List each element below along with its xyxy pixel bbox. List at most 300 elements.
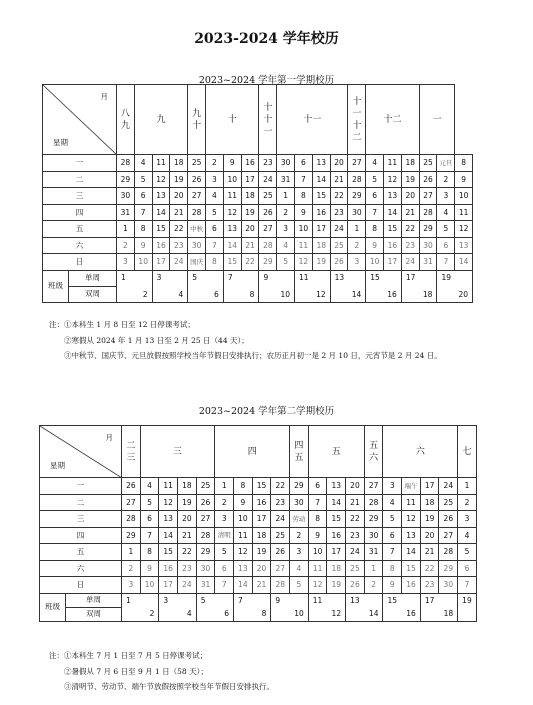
month-header-0: 八 九 <box>117 85 135 155</box>
date-cell: 12 <box>455 221 473 238</box>
month-header-1: 三 <box>140 426 215 478</box>
date-cell: 21 <box>170 204 188 221</box>
date-cell: 9 <box>308 527 327 544</box>
date-cell: 18 <box>178 478 197 495</box>
date-cell: 15 <box>327 511 346 528</box>
date-cell: 4 <box>134 155 152 172</box>
date-cell: 5 <box>458 544 477 561</box>
date-cell: 3 <box>215 511 234 528</box>
single-week-number: 13 <box>350 595 360 605</box>
week-number-cell <box>420 593 457 621</box>
note-line: ③中秋节、国庆节、元旦放假按照学校当年节假日安排执行；农历正月初一是 2 月 10 日，元宵节是 2 月 24 日。 <box>64 351 442 360</box>
day-row <box>43 188 473 205</box>
date-cell: 21 <box>401 204 419 221</box>
date-cell: 26 <box>188 171 206 188</box>
single-week-label: 单周 <box>66 593 122 607</box>
week-row-single <box>40 593 477 607</box>
single-week-number: 9 <box>275 595 281 605</box>
date-cell: 4 <box>277 237 295 254</box>
date-cell: 4 <box>140 478 159 495</box>
single-week-number: 9 <box>263 272 269 282</box>
date-cell: 25 <box>259 188 277 205</box>
date-cell: 20 <box>170 188 188 205</box>
week-number-cell <box>122 593 159 621</box>
date-cell: 3 <box>122 577 141 594</box>
date-cell: 6 <box>134 188 152 205</box>
date-cell: 10 <box>308 544 327 561</box>
date-cell: 28 <box>117 155 135 172</box>
date-cell: 6 <box>437 237 455 254</box>
date-cell: 23 <box>420 577 439 594</box>
double-week-number: 16 <box>387 290 397 299</box>
date-cell: 11 <box>152 155 170 172</box>
date-cell: 19 <box>178 494 197 511</box>
date-cell: 21 <box>346 494 365 511</box>
week-number-cell <box>383 593 420 621</box>
month-header-8: 一 <box>419 85 455 155</box>
double-week-number: 2 <box>149 609 155 618</box>
date-cell: 9 <box>140 560 159 577</box>
date-cell: 24 <box>330 221 348 238</box>
date-cell: 6 <box>458 560 477 577</box>
weekday-label: 一 <box>40 478 122 495</box>
week-number-cell <box>308 593 345 621</box>
date-cell: 4 <box>458 527 477 544</box>
date-cell: 4 <box>383 494 402 511</box>
week-number-cell <box>401 270 437 302</box>
date-cell: 29 <box>419 221 437 238</box>
date-cell: 11 <box>308 560 327 577</box>
date-cell: 1 <box>458 478 477 495</box>
date-cell: 10 <box>455 188 473 205</box>
date-cell: 8 <box>366 221 384 238</box>
date-cell: 19 <box>170 171 188 188</box>
date-cell: 25 <box>439 494 458 511</box>
date-cell: 30 <box>364 527 383 544</box>
weekday-label: 五 <box>40 544 122 561</box>
single-week-number: 7 <box>238 595 243 605</box>
single-week-number: 1 <box>126 595 131 605</box>
date-cell: 23 <box>330 204 348 221</box>
date-cell: 29 <box>117 171 135 188</box>
date-cell: 10 <box>134 254 152 271</box>
date-cell: 16 <box>252 494 271 511</box>
date-cell: 24 <box>346 544 365 561</box>
day-row <box>40 511 477 528</box>
date-cell: 8 <box>134 221 152 238</box>
weekday-label: 日 <box>40 577 122 594</box>
day-row <box>43 204 473 221</box>
week-number-cell <box>117 270 153 302</box>
date-cell: 21 <box>241 237 259 254</box>
date-cell: 28 <box>348 171 366 188</box>
week-number-cell <box>259 270 295 302</box>
date-cell: 26 <box>259 204 277 221</box>
date-cell: 13 <box>234 560 253 577</box>
date-cell: 3 <box>117 254 135 271</box>
date-cell: 26 <box>419 171 437 188</box>
date-cell: 25 <box>196 478 215 495</box>
date-cell: 3 <box>383 478 402 495</box>
date-cell: 27 <box>271 560 290 577</box>
date-cell: 13 <box>455 237 473 254</box>
date-cell: 28 <box>122 511 141 528</box>
week-row-single <box>43 270 473 286</box>
date-cell: 9 <box>295 204 313 221</box>
date-cell: 14 <box>152 204 170 221</box>
date-cell: 19 <box>252 544 271 561</box>
date-cell: 12 <box>308 577 327 594</box>
date-cell: 28 <box>439 544 458 561</box>
date-cell: 6 <box>140 511 159 528</box>
month-axis-label: 月 <box>100 92 108 101</box>
note-line: ②暑假从 7 月 6 日至 9 月 1 日（58 天）； <box>64 666 208 676</box>
date-cell: 10 <box>223 171 241 188</box>
date-cell: 26 <box>346 577 365 594</box>
date-cell: 18 <box>241 188 259 205</box>
date-cell: 16 <box>312 204 330 221</box>
corner-cell <box>40 426 122 478</box>
double-week-number: 18 <box>422 290 433 299</box>
double-week-number: 20 <box>458 290 469 299</box>
single-week-number: 15 <box>387 595 398 605</box>
date-cell: 5 <box>277 254 295 271</box>
single-week-number: 5 <box>200 595 206 605</box>
week-number-cell <box>196 593 233 621</box>
date-cell: 7 <box>437 254 455 271</box>
date-cell: 2 <box>277 204 295 221</box>
date-cell: 24 <box>178 577 197 594</box>
date-cell: 30 <box>117 188 135 205</box>
week-number-cell <box>346 593 383 621</box>
date-cell: 4 <box>290 560 309 577</box>
single-week-number: 19 <box>441 272 451 282</box>
date-cell: 19 <box>327 577 346 594</box>
date-cell: 11 <box>223 188 241 205</box>
date-cell: 23 <box>170 237 188 254</box>
single-week-number: 19 <box>462 595 472 605</box>
date-cell: 22 <box>420 560 439 577</box>
date-cell: 23 <box>401 237 419 254</box>
weekday-label: 五 <box>43 221 117 238</box>
date-cell: 16 <box>241 155 259 172</box>
date-cell: 14 <box>159 527 178 544</box>
date-cell: 5 <box>290 577 309 594</box>
date-cell: 9 <box>383 577 402 594</box>
date-cell: 3 <box>437 188 455 205</box>
week-number-cell <box>330 270 366 302</box>
double-week-number: 18 <box>443 609 454 618</box>
date-cell: 13 <box>312 155 330 172</box>
day-row <box>40 494 477 511</box>
date-cell: 23 <box>346 527 365 544</box>
month-header-6: 六 <box>383 426 458 478</box>
date-cell: 23 <box>271 494 290 511</box>
holiday-cell: 端午 <box>402 478 421 495</box>
semester2-notes <box>49 648 489 695</box>
date-cell: 14 <box>384 204 402 221</box>
date-cell: 5 <box>206 204 224 221</box>
date-cell: 1 <box>364 560 383 577</box>
date-cell: 12 <box>152 171 170 188</box>
date-cell: 5 <box>215 544 234 561</box>
single-week-number: 1 <box>121 272 126 282</box>
weekday-label: 三 <box>43 188 117 205</box>
date-cell: 4 <box>366 155 384 172</box>
date-cell: 14 <box>234 577 253 594</box>
date-cell: 11 <box>159 478 178 495</box>
date-cell: 28 <box>271 577 290 594</box>
date-cell: 7 <box>458 577 477 594</box>
date-cell: 13 <box>223 221 241 238</box>
weekday-label: 四 <box>43 204 117 221</box>
date-cell: 29 <box>364 511 383 528</box>
date-cell: 8 <box>234 478 253 495</box>
date-cell: 2 <box>122 560 141 577</box>
week-number-cell <box>152 270 188 302</box>
weekday-axis-label: 星期 <box>50 460 65 470</box>
date-cell: 17 <box>152 254 170 271</box>
semester1-calendar-table <box>42 84 473 303</box>
date-cell: 28 <box>188 204 206 221</box>
date-cell: 30 <box>439 577 458 594</box>
date-cell: 7 <box>308 494 327 511</box>
header-row <box>40 426 477 478</box>
month-header-7: 十二 <box>366 85 419 155</box>
date-cell: 22 <box>330 188 348 205</box>
date-cell: 30 <box>277 155 295 172</box>
date-cell: 5 <box>437 221 455 238</box>
day-row <box>43 171 473 188</box>
date-cell: 19 <box>401 171 419 188</box>
date-cell: 26 <box>271 544 290 561</box>
date-cell: 7 <box>383 544 402 561</box>
semester2-calendar-table <box>39 425 477 622</box>
date-cell: 20 <box>241 221 259 238</box>
date-cell: 5 <box>383 511 402 528</box>
date-cell: 15 <box>384 221 402 238</box>
date-cell: 2 <box>364 577 383 594</box>
date-cell: 5 <box>366 171 384 188</box>
month-header-2: 四 <box>215 426 290 478</box>
day-row <box>40 527 477 544</box>
date-cell: 13 <box>384 188 402 205</box>
date-cell: 1 <box>277 188 295 205</box>
month-header-0: 二 三 <box>122 426 141 478</box>
date-cell: 26 <box>439 511 458 528</box>
date-cell: 29 <box>290 478 309 495</box>
date-cell: 7 <box>134 204 152 221</box>
date-cell: 14 <box>402 544 421 561</box>
single-week-label: 单周 <box>69 270 117 286</box>
semester1-notes <box>49 317 489 364</box>
date-cell: 30 <box>290 494 309 511</box>
date-cell: 1 <box>215 478 234 495</box>
date-cell: 24 <box>271 511 290 528</box>
date-cell: 4 <box>437 204 455 221</box>
date-cell: 8 <box>140 544 159 561</box>
date-cell: 5 <box>140 494 159 511</box>
date-cell: 21 <box>252 577 271 594</box>
date-cell: 2 <box>348 237 366 254</box>
date-cell: 17 <box>327 544 346 561</box>
date-cell: 13 <box>152 188 170 205</box>
date-cell: 12 <box>234 544 253 561</box>
date-cell: 2 <box>215 494 234 511</box>
class-label: 班级 <box>43 270 69 302</box>
double-week-number: 8 <box>261 609 267 618</box>
date-cell: 16 <box>384 237 402 254</box>
weekday-label: 六 <box>43 237 117 254</box>
double-week-number: 6 <box>214 290 219 299</box>
date-cell: 11 <box>234 527 253 544</box>
semester1-title: 2023~2024 学年第一学期校历 <box>198 75 335 86</box>
date-cell: 24 <box>401 254 419 271</box>
date-cell: 29 <box>122 527 141 544</box>
weekday-label: 六 <box>40 560 122 577</box>
date-cell: 15 <box>159 544 178 561</box>
date-cell: 9 <box>455 171 473 188</box>
date-cell: 7 <box>140 527 159 544</box>
holiday-cell: 清明 <box>215 527 234 544</box>
date-cell: 9 <box>223 155 241 172</box>
date-cell: 21 <box>420 544 439 561</box>
date-cell: 22 <box>271 478 290 495</box>
date-cell: 18 <box>420 494 439 511</box>
double-week-label: 双周 <box>66 607 122 621</box>
week-number-cell <box>295 270 331 302</box>
date-cell: 3 <box>348 254 366 271</box>
date-cell: 18 <box>401 155 419 172</box>
date-cell: 17 <box>241 171 259 188</box>
double-week-label: 双周 <box>69 286 117 302</box>
date-cell: 25 <box>330 237 348 254</box>
date-cell: 22 <box>178 544 197 561</box>
date-cell: 24 <box>259 171 277 188</box>
date-cell: 6 <box>308 478 327 495</box>
date-cell: 17 <box>384 254 402 271</box>
double-week-number: 12 <box>316 290 326 299</box>
date-cell: 16 <box>327 527 346 544</box>
date-cell: 20 <box>252 560 271 577</box>
double-week-number: 6 <box>224 609 230 618</box>
single-week-number: 5 <box>192 272 197 282</box>
month-header-3: 十 <box>206 85 259 155</box>
date-cell: 9 <box>134 237 152 254</box>
date-cell: 8 <box>206 254 224 271</box>
day-row <box>43 237 473 254</box>
date-cell: 29 <box>439 560 458 577</box>
date-cell: 27 <box>196 511 215 528</box>
weekday-label: 日 <box>43 254 117 271</box>
date-cell: 12 <box>384 171 402 188</box>
date-cell: 17 <box>420 478 439 495</box>
single-week-number: 11 <box>299 272 309 282</box>
date-cell: 10 <box>295 221 313 238</box>
class-label: 班级 <box>40 593 66 621</box>
date-cell: 31 <box>277 171 295 188</box>
date-cell: 29 <box>196 544 215 561</box>
date-cell: 6 <box>206 221 224 238</box>
week-number-cell <box>437 270 473 302</box>
date-cell: 12 <box>295 254 313 271</box>
header-row <box>43 85 473 155</box>
date-cell: 28 <box>196 527 215 544</box>
date-cell: 12 <box>223 204 241 221</box>
date-cell: 30 <box>348 204 366 221</box>
date-cell: 5 <box>134 171 152 188</box>
double-week-number: 16 <box>406 609 416 618</box>
page-title: 2023-2024 学年校历 <box>194 31 339 47</box>
date-cell: 23 <box>178 560 197 577</box>
weekday-label: 二 <box>40 494 122 511</box>
date-cell: 13 <box>159 511 178 528</box>
date-cell: 19 <box>241 204 259 221</box>
date-cell: 15 <box>252 478 271 495</box>
week-number-cell <box>234 593 271 621</box>
date-cell: 31 <box>364 544 383 561</box>
date-cell: 20 <box>330 155 348 172</box>
date-cell: 15 <box>223 254 241 271</box>
weekday-label: 四 <box>40 527 122 544</box>
double-week-number: 2 <box>142 290 148 299</box>
date-cell: 2 <box>458 494 477 511</box>
date-cell: 25 <box>188 155 206 172</box>
date-cell: 8 <box>295 188 313 205</box>
date-cell: 1 <box>348 221 366 238</box>
day-row <box>40 560 477 577</box>
date-cell: 11 <box>384 155 402 172</box>
date-cell: 22 <box>170 221 188 238</box>
week-number-cell <box>188 270 224 302</box>
date-cell: 15 <box>152 221 170 238</box>
date-cell: 1 <box>117 221 135 238</box>
date-cell: 6 <box>215 560 234 577</box>
single-week-number: 7 <box>227 272 233 282</box>
date-cell: 20 <box>420 527 439 544</box>
week-number-cell <box>458 593 477 621</box>
date-cell: 15 <box>312 188 330 205</box>
date-cell: 22 <box>241 254 259 271</box>
date-cell: 13 <box>402 527 421 544</box>
month-header-2: 九 十 <box>188 85 206 155</box>
month-header-5: 五 六 <box>364 426 383 478</box>
date-cell: 27 <box>348 155 366 172</box>
double-week-number: 12 <box>331 609 342 618</box>
date-cell: 2 <box>117 237 135 254</box>
date-cell: 21 <box>330 171 348 188</box>
date-cell: 26 <box>122 478 141 495</box>
date-cell: 10 <box>366 254 384 271</box>
single-week-number: 3 <box>163 595 169 605</box>
double-week-number: 4 <box>178 290 184 299</box>
date-cell: 4 <box>206 188 224 205</box>
week-number-cell <box>271 593 308 621</box>
month-header-3: 四 五 <box>290 426 309 478</box>
date-cell: 14 <box>312 171 330 188</box>
date-cell: 27 <box>259 221 277 238</box>
date-cell: 29 <box>259 254 277 271</box>
date-cell: 31 <box>419 254 437 271</box>
single-week-number: 15 <box>370 272 380 282</box>
date-cell: 9 <box>366 237 384 254</box>
note-line: ③清明节、劳动节、端午节放假按照学校当年节假日安排执行。 <box>64 682 274 691</box>
month-header-6: 十一 十二 <box>348 85 366 155</box>
month-header-1: 九 <box>134 85 187 155</box>
weekday-label: 一 <box>43 155 117 172</box>
day-row <box>43 221 473 238</box>
date-cell: 14 <box>327 494 346 511</box>
